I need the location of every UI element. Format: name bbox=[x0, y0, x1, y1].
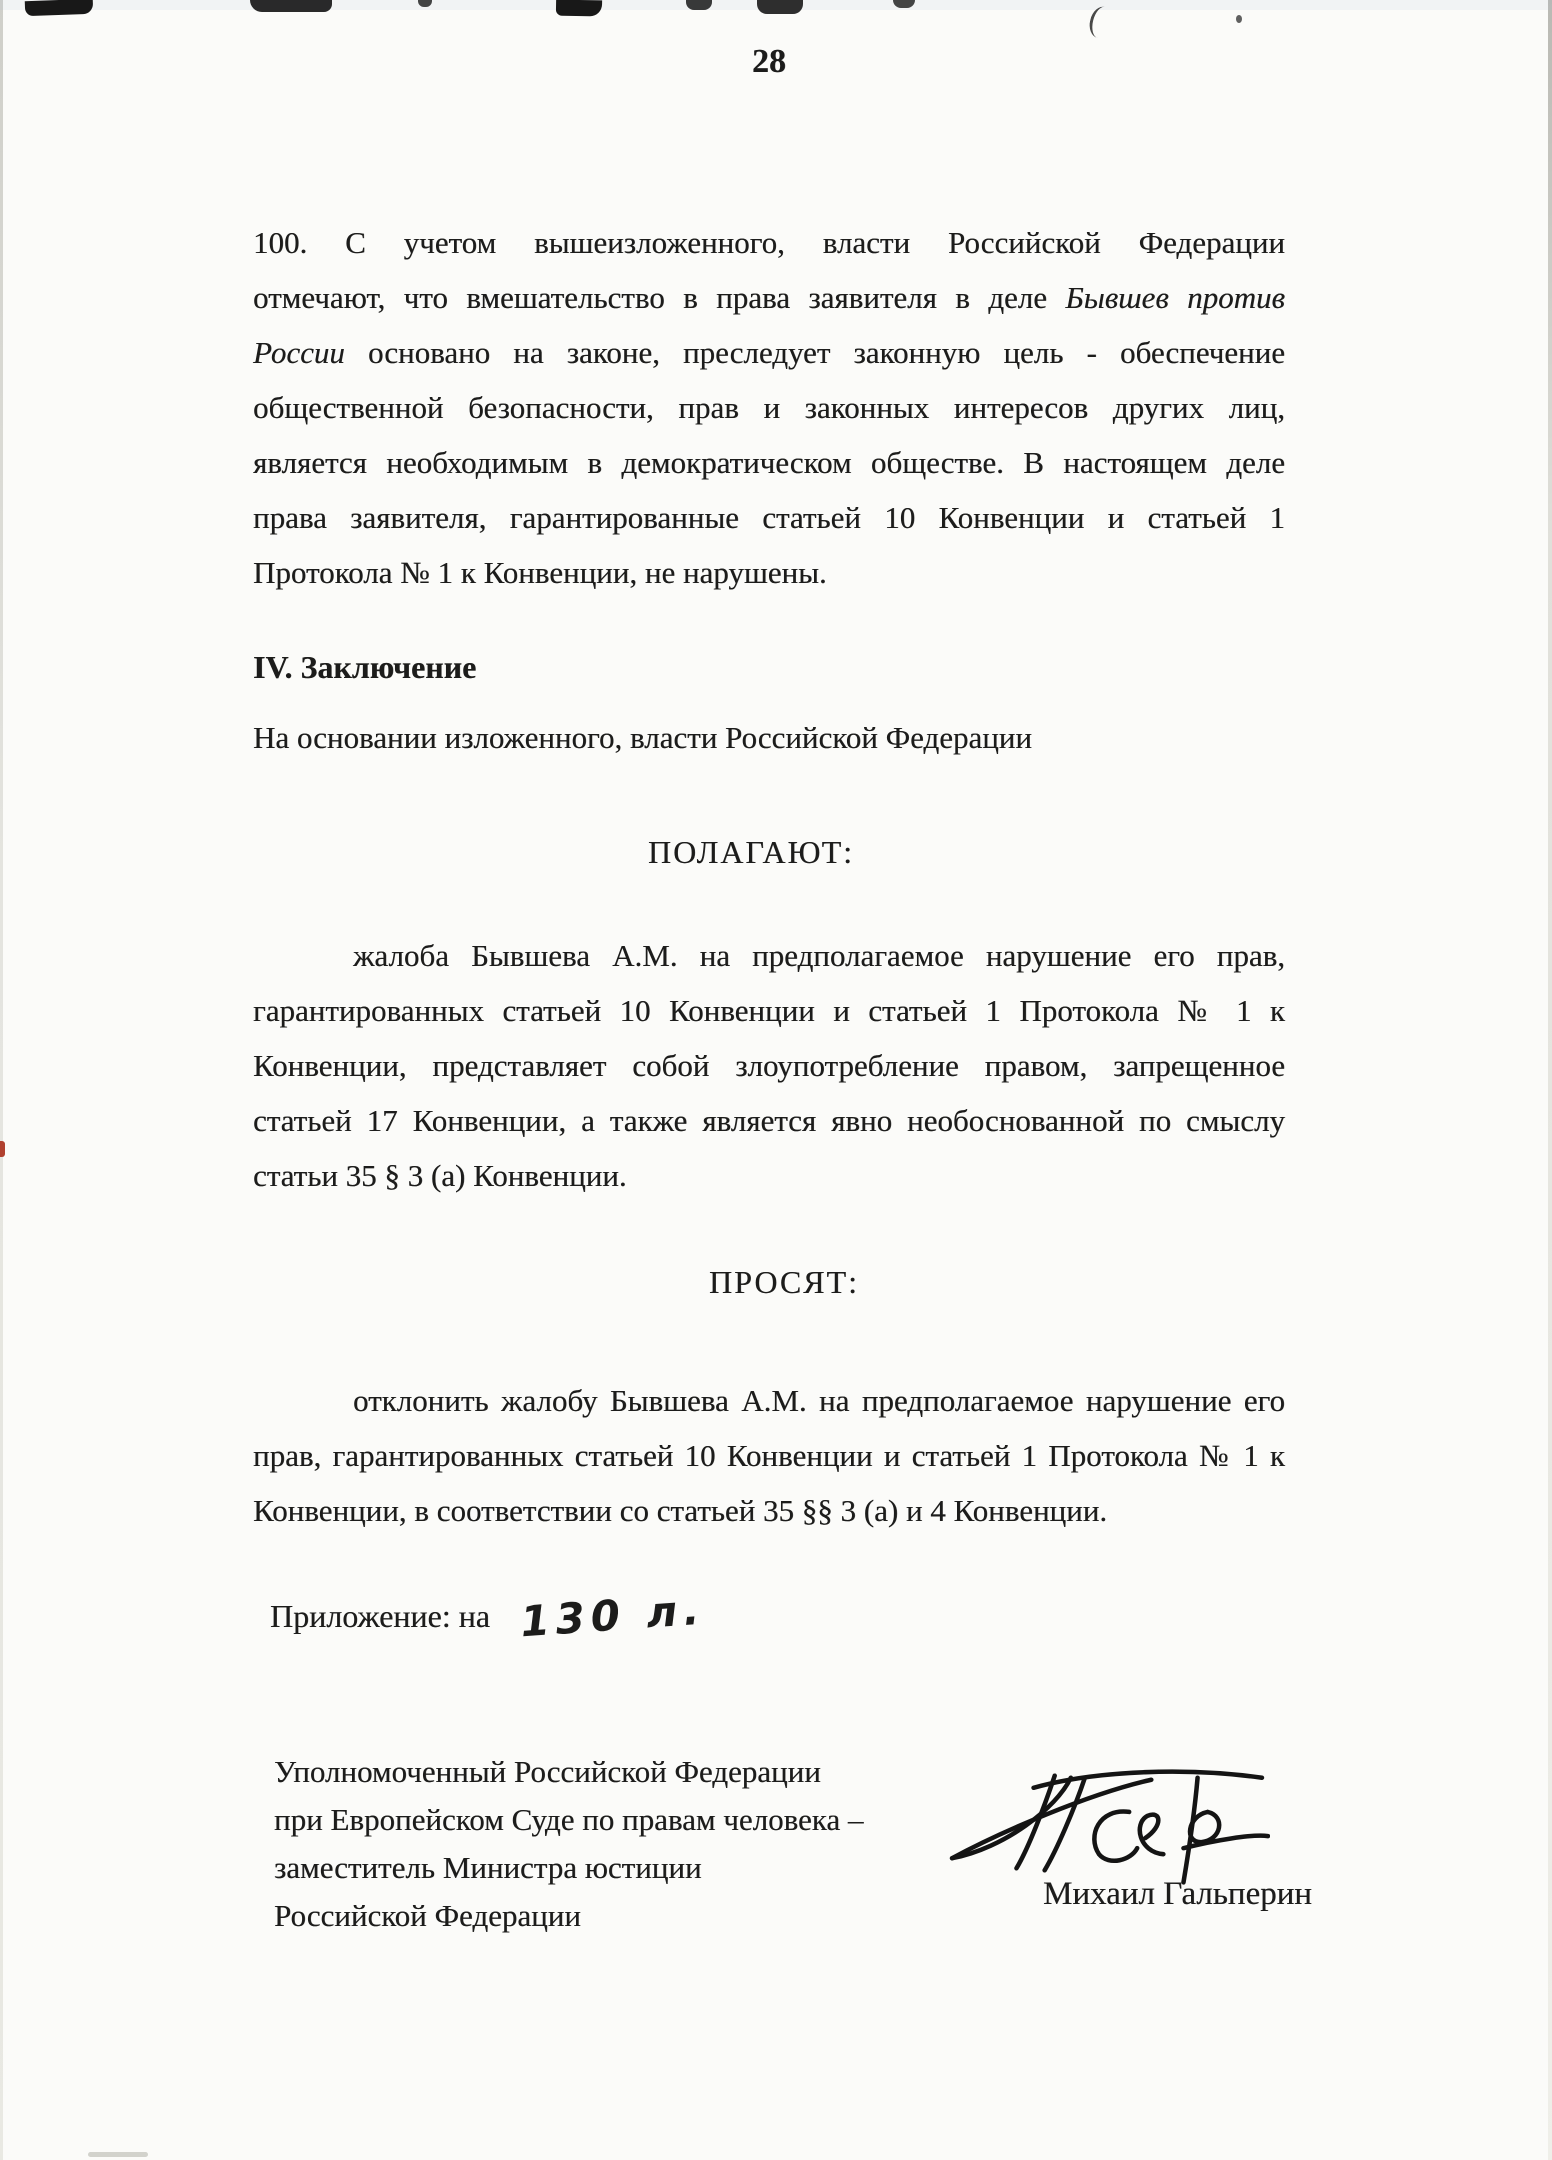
scan-edge-shadow-left bbox=[0, 0, 3, 2160]
text-line: Конвенции, представляет собой злоупотребление правом, запрещенное bbox=[253, 1048, 1285, 1083]
paragraph-100 bbox=[253, 215, 1285, 600]
signatory-title-line: при Европейском Суде по правам человека – bbox=[274, 1802, 864, 1837]
page-number: 28 bbox=[752, 43, 786, 80]
text-line: статьей 17 Конвенции, а также является явно необоснованной по смыслу bbox=[253, 1103, 1285, 1138]
scan-smear bbox=[88, 2152, 148, 2157]
scan-smudge bbox=[757, 0, 803, 14]
ink-speck bbox=[1236, 15, 1242, 23]
text-line: статьи 35 § 3 (а) Конвенции. bbox=[253, 1158, 627, 1193]
text-line: жалоба Бывшева А.М. на предполагаемое нарушение его прав, bbox=[353, 938, 1285, 973]
scan-smudge bbox=[250, 0, 332, 12]
request-paragraph bbox=[253, 1373, 1285, 1538]
text-line: права заявителя, гарантированные статьей 10 Конвенции и статьей 1 bbox=[253, 500, 1285, 535]
attachment-label: Приложение: на bbox=[270, 1598, 490, 1634]
believe-paragraph bbox=[253, 928, 1285, 1203]
scan-smudge bbox=[25, 0, 93, 16]
text-line: Конвенции, в соответствии со статьей 35 §§ 3 (а) и 4 Конвенции. bbox=[253, 1493, 1108, 1528]
text-line: прав, гарантированных статьей 10 Конвенции и статьей 1 Протокола № 1 к bbox=[253, 1438, 1285, 1473]
believe-heading: ПОЛАГАЮТ: bbox=[647, 834, 855, 870]
text-line: является необходимым в демократическом обществе. В настоящем деле bbox=[253, 445, 1285, 480]
attachment-line bbox=[270, 1584, 707, 1647]
attachment-sheet-count-handwritten: 130 л. bbox=[518, 1584, 707, 1647]
request-heading: ПРОСЯТ: bbox=[709, 1264, 859, 1300]
text-line: отклонить жалобу Бывшева А.М. на предполагаемое нарушение его bbox=[353, 1383, 1285, 1418]
signatory-title-line: Российской Федерации bbox=[274, 1898, 581, 1933]
conclusion-intro-line: На основании изложенного, власти Российской Федерации bbox=[253, 720, 1032, 755]
signatory-title-block bbox=[274, 1748, 863, 1940]
scan-smudge bbox=[556, 0, 602, 16]
signature-scribble bbox=[938, 1763, 1270, 1885]
scan-edge-shadow-right bbox=[1548, 0, 1552, 2160]
signatory-title-line: заместитель Министра юстиции bbox=[274, 1850, 702, 1885]
text-line: Протокола № 1 к Конвенции, не нарушены. bbox=[253, 555, 827, 590]
text-line: России основано на законе, преследует законную цель - обеспечение bbox=[253, 335, 1285, 370]
text-line: гарантированных статьей 10 Конвенции и статьей 1 Протокола № 1 к bbox=[253, 993, 1285, 1028]
red-edge-speck bbox=[0, 1141, 5, 1157]
text-line: общественной безопасности, прав и законных интересов других лиц, bbox=[253, 390, 1285, 425]
signatory-name: Михаил Гальперин bbox=[1043, 1876, 1312, 1912]
text-line: отмечают, что вмешательство в права заявителя в деле Бывшев против bbox=[253, 280, 1285, 315]
section-heading-conclusion: IV. Заключение bbox=[253, 649, 477, 685]
signatory-title-line: Уполномоченный Российской Федерации bbox=[274, 1754, 821, 1789]
scan-smudge bbox=[686, 0, 712, 10]
text-line: 100. С учетом вышеизложенного, власти Российской Федерации bbox=[253, 225, 1285, 260]
